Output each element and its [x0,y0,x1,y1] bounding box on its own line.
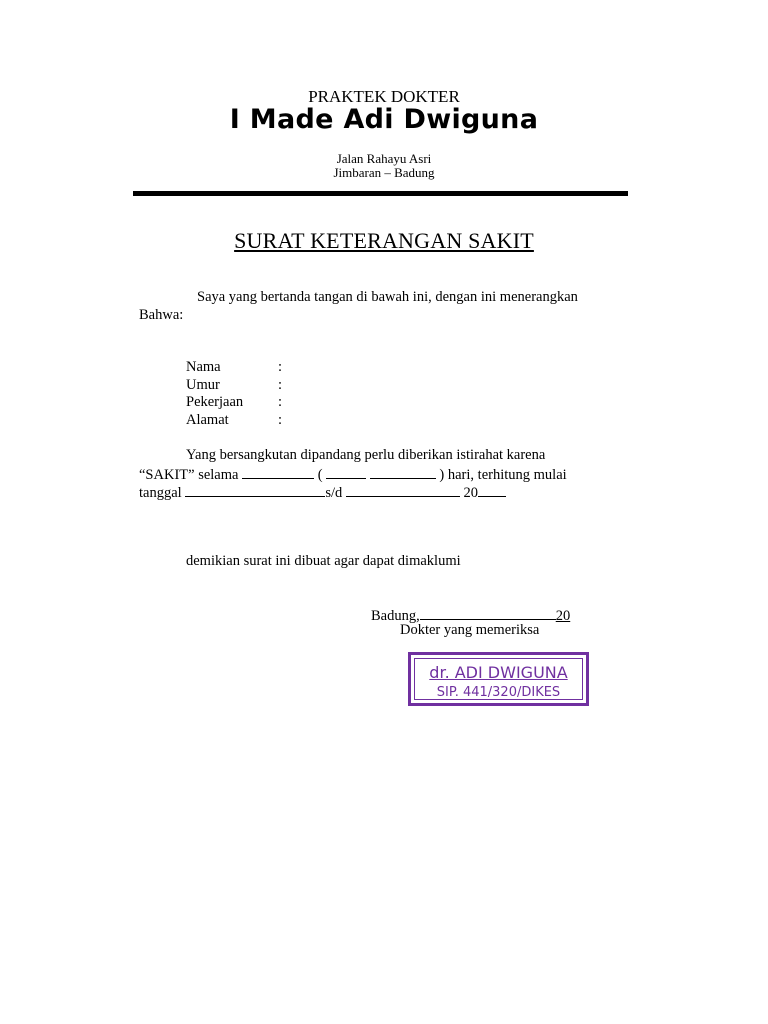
signature-year: 20 [555,608,571,624]
practice-label: PRAKTEK DOKTER [308,87,460,106]
field-colon: : [278,377,283,393]
end-date-blank [346,483,460,497]
sd-label: s/d [325,485,343,501]
doctor-name: I Made Adi Dwiguna [229,104,539,135]
start-date-blank [185,483,325,497]
statement-line-2 [139,465,567,484]
field-label-pekerjaan: Pekerjaan [186,394,244,410]
doctor-stamp [408,652,589,706]
address-line-2: Jimbaran – Badung [333,165,435,180]
date-blank [420,606,556,620]
field-colon: : [278,412,283,428]
field-label-umur: Umur [186,377,220,393]
statement-hari-text: ) hari, terhitung mulai [439,467,567,483]
year-prefix: 20 [463,485,478,501]
days-number-blank [326,465,366,479]
document-title: SURAT KETERANGAN SAKIT [234,228,534,253]
tanggal-label: tanggal [139,485,182,501]
stamp-inner-border [414,658,583,700]
year-blank [478,483,506,497]
statement-line-1: Yang bersangkutan dipandang perlu diberikan istirahat karena [186,447,546,463]
intro-line-1: Saya yang bertanda tangan di bawah ini, dengan ini menerangkan [197,289,578,305]
field-colon: : [278,394,283,410]
open-paren: ( [317,467,323,483]
field-label-alamat: Alamat [186,412,229,428]
signature-role: Dokter yang memeriksa [400,622,540,638]
closing-text: demikian surat ini dibuat agar dapat dimaklumi [186,553,461,569]
days-blank [242,465,314,479]
statement-selama-text: “SAKIT” selama [139,467,239,483]
intro-line-2: Bahwa: [139,307,184,323]
place-label: Badung, [371,608,420,624]
stamp-doctor-name: dr. ADI DWIGUNA [429,663,568,682]
address [0,152,768,180]
address-line-1: Jalan Rahayu Asri [336,151,432,166]
field-colon: : [278,359,283,375]
days-words-blank [370,465,436,479]
stamp-sip-number: SIP. 441/320/DIKES [436,685,561,700]
field-label-nama: Nama [186,359,221,375]
header-divider [133,191,628,196]
statement-line-3 [139,483,506,502]
